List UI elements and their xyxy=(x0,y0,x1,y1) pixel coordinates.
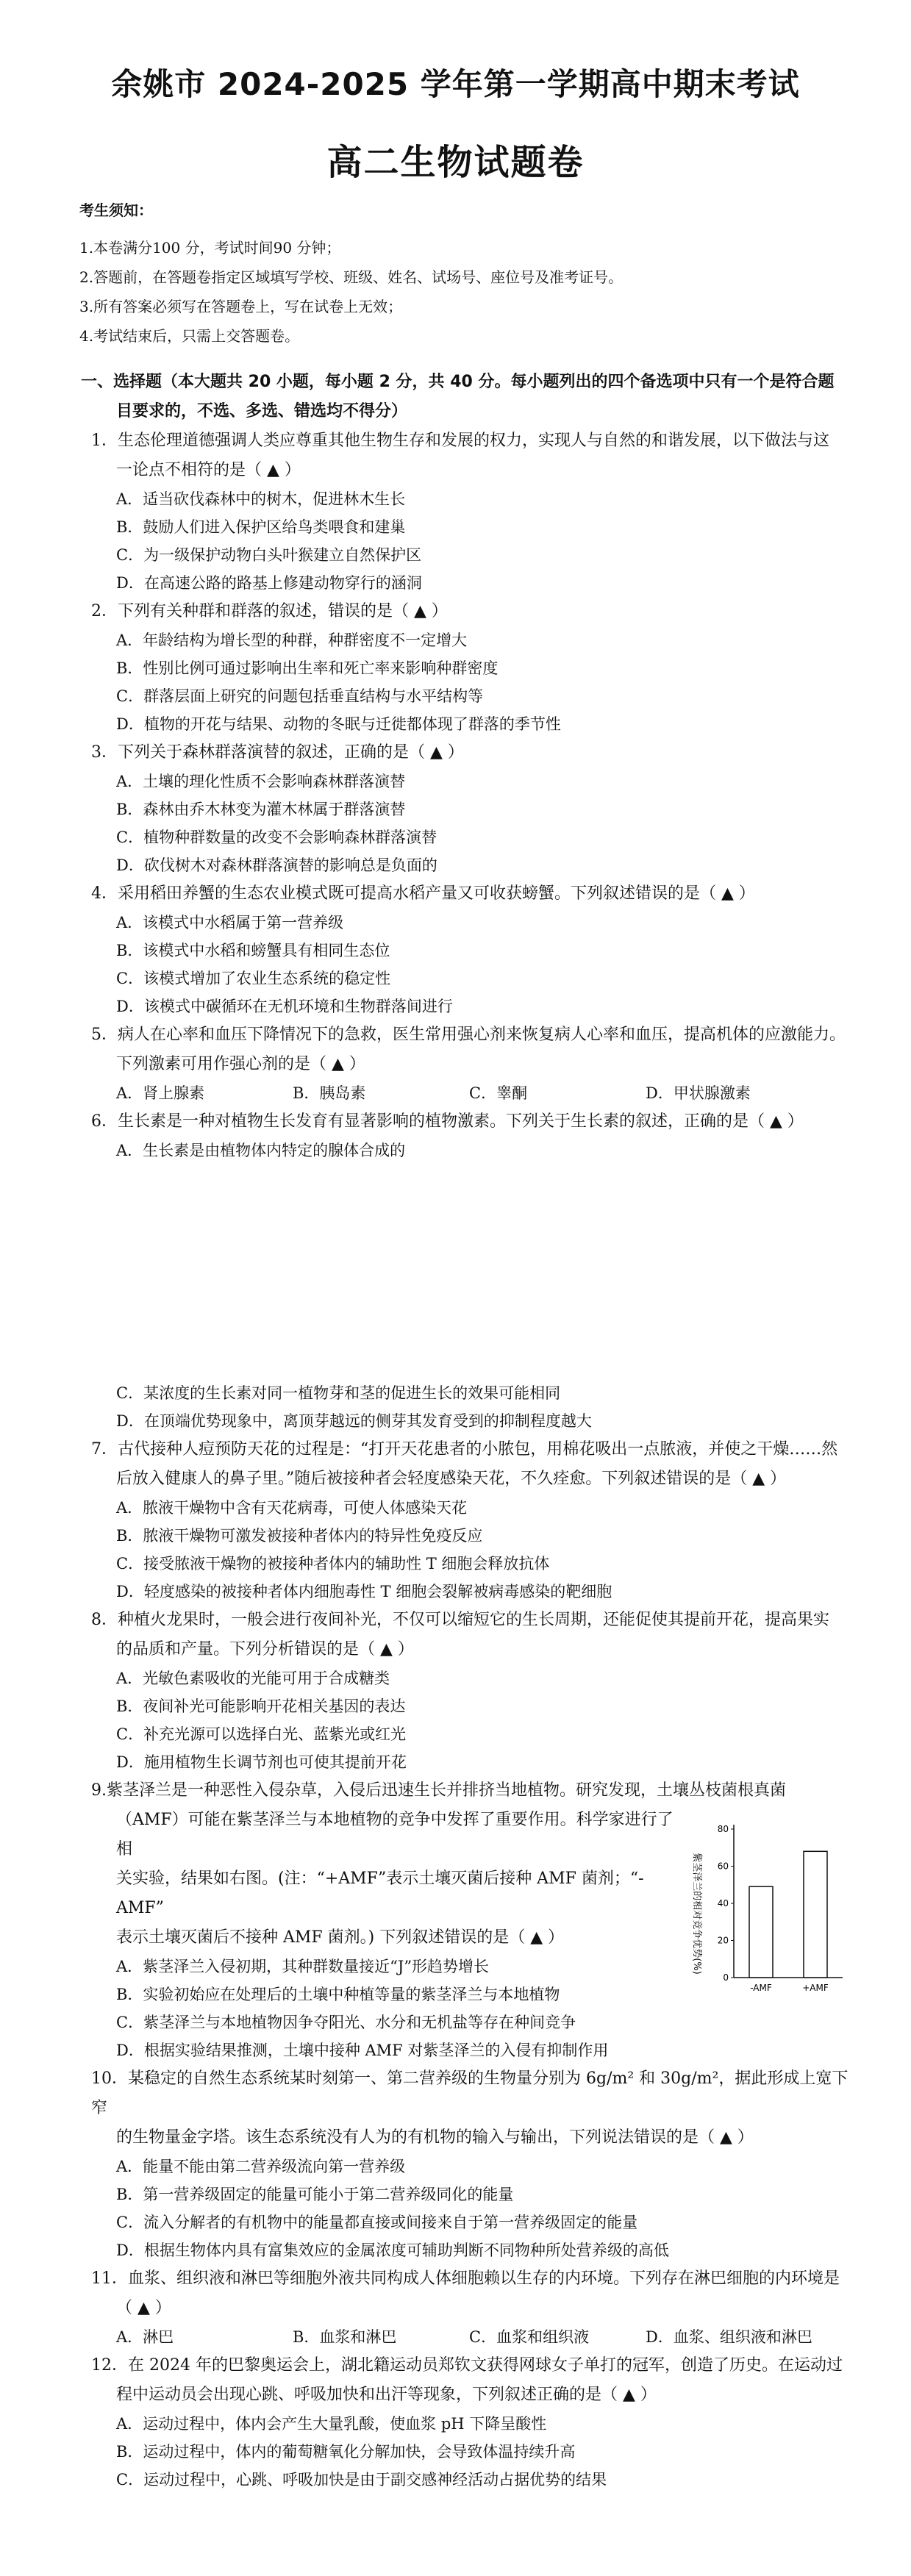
option-a: A．适当砍伐森林中的树木，促进林木生长 xyxy=(116,490,406,508)
option-row xyxy=(81,2323,860,2351)
chart-y-tick-label: 60 xyxy=(717,1861,729,1872)
option-d: D．轻度感染的被接种者体内细胞毒性 T 细胞会裂解被病毒感染的靶细胞 xyxy=(116,1583,612,1600)
question-stem: 9.紫茎泽兰是一种恶性入侵杂草，入侵后迅速生长并排挤当地植物。研究发现，土壤丛枝菌根真菌 xyxy=(91,1781,786,1800)
option-b: B．夜间补光可能影响开花相关基因的表达 xyxy=(116,1697,406,1715)
question-1 xyxy=(81,426,860,597)
section-heading xyxy=(81,368,860,426)
paper-title: 高二生物试题卷 xyxy=(326,142,585,183)
question-stem: 8．种植火龙果时，一般会进行夜间补光，不仅可以缩短它的生长周期，还能促使其提前开花，提高果实 xyxy=(91,1611,830,1629)
option-a: A．淋巴 xyxy=(116,2328,174,2346)
question-2 xyxy=(81,597,860,738)
question-stem: （ ▲ ） xyxy=(116,2299,171,2317)
option-a: A．该模式中水稻属于第一营养级 xyxy=(116,914,344,931)
question-stem: 一论点不相符的是（ ▲ ） xyxy=(116,461,301,479)
option-d: D．根据生物体内具有富集效应的金属浓度可辅助判断不同物种所处营养级的高低 xyxy=(116,2242,669,2259)
question-stem: 下列激素可用作强心剂的是（ ▲ ） xyxy=(116,1055,365,1073)
question-stem: 1．生态伦理道德强调人类应尊重其他生物生存和发展的权力，实现人与自然的和谐发展，以下做法与这 xyxy=(91,432,830,450)
option-d: D．砍伐树木对森林群落演替的影响总是负面的 xyxy=(116,856,437,874)
question-stem: 程中运动员会出现心跳、呼吸加快和出汗等现象，下列叙述正确的是（ ▲ ） xyxy=(116,2386,657,2404)
chart-bar xyxy=(804,1851,827,1978)
question-stem: 的品质和产量。下列分析错误的是（ ▲ ） xyxy=(116,1640,414,1659)
option-c: C．睾酮 xyxy=(469,1084,528,1102)
option-a: A．肾上腺素 xyxy=(116,1084,205,1102)
question-7 xyxy=(81,1435,860,1606)
option-b: B．血浆和淋巴 xyxy=(293,2328,397,2346)
option-row xyxy=(81,1079,860,1107)
cut-off-line xyxy=(81,1369,860,1379)
option-d: D．植物的开花与结果、动物的冬眠与迁徙都体现了群落的季节性 xyxy=(116,715,561,733)
option-d: D．甲状腺激素 xyxy=(646,1084,751,1102)
question-stem: （AMF）可能在紫茎泽兰与本地植物的竞争中发挥了重要作用。科学家进行了相 xyxy=(116,1811,674,1858)
option-d: D．根据实验结果推测，土壤中接种 AMF 对紫茎泽兰的入侵有抑制作用 xyxy=(116,2042,609,2059)
option-b: B．胰岛素 xyxy=(293,1084,366,1102)
option-b: B．运动过程中，体内的葡萄糖氧化分解加快，会导致体温持续升高 xyxy=(116,2443,576,2461)
section-heading-line: 目要求的，不选、多选、错选均不得分） xyxy=(116,402,408,421)
option-a: A．运动过程中，体内会产生大量乳酸，使血浆 pH 下降呈酸性 xyxy=(116,2415,547,2433)
option-b: B．森林由乔木林变为灌木林属于群落演替 xyxy=(116,801,406,818)
chart-y-tick-label: 20 xyxy=(717,1935,729,1946)
notice-line: 3.所有答案必须写在答题卷上，写在试卷上无效； xyxy=(79,298,403,315)
notice-line: 1.本卷满分100 分，考试时间90 分钟； xyxy=(79,239,341,257)
option-a: A．生长素是由植物体内特定的腺体合成的 xyxy=(116,1142,406,1159)
option-a: A．脓液干燥物中含有天花病毒，可使人体感染天花 xyxy=(116,1499,468,1517)
blank-region xyxy=(81,1164,860,1369)
option-c: C．运动过程中，心跳、呼吸加快是由于副交感神经活动占据优势的结果 xyxy=(116,2471,607,2489)
question-stem: 11．血浆、组织液和淋巴等细胞外液共同构成人体细胞赖以生存的内环境。下列存在淋巴细胞的内环境是 xyxy=(91,2269,840,2288)
section-heading-line: 一、选择题（本大题共 20 小题，每小题 2 分，共 40 分。每小题列出的四个备选项中只有一个是符合题 xyxy=(81,373,835,391)
option-c: C．流入分解者的有机物中的能量都直接或间接来自于第一营养级固定的能量 xyxy=(116,2214,638,2231)
question-9 xyxy=(81,1776,860,2064)
notice-heading: 考生须知： xyxy=(79,201,153,219)
question-stem: 4．采用稻田养蟹的生态农业模式既可提高水稻产量又可收获螃蟹。下列叙述错误的是（ ▲ ） xyxy=(91,884,755,903)
question-section xyxy=(81,368,860,2494)
option-a: A．能量不能由第二营养级流向第一营养级 xyxy=(116,2158,406,2175)
option-d: D．血浆、组织液和淋巴 xyxy=(646,2328,812,2346)
question-stem: 后放入健康人的鼻子里。”随后被接种者会轻度感染天花，不久痊愈。下列叙述错误的是（ ▲ ） xyxy=(116,1470,787,1488)
option-c: C．植物种群数量的改变不会影响森林群落演替 xyxy=(116,829,437,846)
question-stem: 2．下列有关种群和群落的叙述，错误的是（ ▲ ） xyxy=(91,602,448,620)
option-d: D．在高速公路的路基上修建动物穿行的涵洞 xyxy=(116,574,422,592)
option-b: B．实验初始应在处理后的土壤中种植等量的紫茎泽兰与本地植物 xyxy=(116,1986,560,2003)
question-stem: 7．古代接种人痘预防天花的过程是：“打开天花患者的小脓包，用棉花吸出一点脓液，并使之干燥……然 xyxy=(91,1440,838,1459)
question-stem: 关实验，结果如右图。(注：“+AMF”表示土壤灭菌后接种 AMF 菌剂；“-AMF” xyxy=(116,1870,644,1917)
question-3 xyxy=(81,738,860,879)
notice-line: 2.答题前，在答题卷指定区域填写学校、班级、姓名、试场号、座位号及准考证号。 xyxy=(79,268,624,286)
question-stem: 10．某稳定的自然生态系统某时刻第一、第二营养级的生物量分别为 6g/m² 和 30g/m²，据此形成上宽下窄 xyxy=(91,2069,849,2117)
question-stem: 6．生长素是一种对植物生长发育有显著影响的植物激素。下列关于生长素的叙述，正确的是（ ▲ ） xyxy=(91,1112,804,1131)
option-d: D．施用植物生长调节剂也可使其提前开花 xyxy=(116,1753,407,1771)
option-a: A．土壤的理化性质不会影响森林群落演替 xyxy=(116,773,406,790)
question-10 xyxy=(81,2064,860,2264)
option-c: C．补充光源可以选择白光、蓝紫光或红光 xyxy=(116,1725,407,1743)
exam-notice xyxy=(79,198,859,351)
notice-line: 4.考试结束后，只需上交答题卷。 xyxy=(79,327,300,345)
chart-x-tick-label: -AMF xyxy=(750,1983,772,1993)
option-d: D．在顶端优势现象中，离顶芽越远的侧芽其发育受到的抑制程度越大 xyxy=(116,1412,592,1430)
option-c: C．血浆和组织液 xyxy=(469,2328,590,2346)
chart-y-tick-label: 80 xyxy=(717,1824,729,1834)
option-b: B．第一营养级固定的能量可能小于第二营养级同化的能量 xyxy=(116,2186,514,2203)
question-8 xyxy=(81,1606,860,1776)
question-11 xyxy=(81,2264,860,2351)
chart-x-tick-label: +AMF xyxy=(802,1983,829,1993)
option-b: B．脓液干燥物可激发被接种者体内的特异性免疫反应 xyxy=(116,1527,483,1545)
amf-bar-chart xyxy=(681,1814,850,1998)
option-c: C．为一级保护动物白头叶猴建立自然保护区 xyxy=(116,546,422,564)
option-b: B．鼓励人们进入保护区给鸟类喂食和建巢 xyxy=(116,518,406,536)
question-12 xyxy=(81,2351,860,2494)
option-c: C．紫茎泽兰与本地植物因争夺阳光、水分和无机盐等存在种间竞争 xyxy=(116,2014,576,2031)
chart-y-tick-label: 40 xyxy=(717,1898,729,1908)
question-6 xyxy=(81,1107,860,1435)
option-c: C．该模式增加了农业生态系统的稳定性 xyxy=(116,970,391,987)
option-c: C．某浓度的生长素对同一植物芽和茎的促进生长的效果可能相同 xyxy=(116,1384,561,1402)
question-stem: 3．下列关于森林群落演替的叙述，正确的是（ ▲ ） xyxy=(91,743,464,762)
chart-bar xyxy=(749,1886,773,1978)
question-5 xyxy=(81,1020,860,1107)
question-stem: 5．病人在心率和血压下降情况下的急救，医生常用强心剂来恢复病人心率和血压，提高机体的应激能力。 xyxy=(91,1026,846,1044)
option-b: B．性别比例可通过影响出生率和死亡率来影响种群密度 xyxy=(116,659,499,677)
question-stem: 12．在 2024 年的巴黎奥运会上，湖北籍运动员郑钦文获得网球女子单打的冠军，创造了历史。在运动过 xyxy=(91,2356,843,2375)
option-a: A．年龄结构为增长型的种群，种群密度不一定增大 xyxy=(116,632,468,649)
option-a: A．光敏色素吸收的光能可用于合成糖类 xyxy=(116,1670,390,1687)
option-c: C．接受脓液干燥物的被接种者体内的辅助性 T 细胞会释放抗体 xyxy=(116,1555,550,1573)
option-d: D．该模式中碳循环在无机环境和生物群落间进行 xyxy=(116,998,453,1015)
exam-title: 余姚市 2024-2025 学年第一学期高中期末考试 xyxy=(111,66,800,102)
chart-y-tick-label: 0 xyxy=(723,1972,729,1983)
question-stem: 的生物量金字塔。该生态系统没有人为的有机物的输入与输出，下列说法错误的是（ ▲ ） xyxy=(116,2128,754,2147)
question-4 xyxy=(81,879,860,1020)
option-c: C．群落层面上研究的问题包括垂直结构与水平结构等 xyxy=(116,687,484,705)
question-9-body xyxy=(81,1806,684,2064)
option-b: B．该模式中水稻和螃蟹具有相同生态位 xyxy=(116,942,390,959)
chart-y-axis-label: 紫茎泽兰的相对竞争优势(%) xyxy=(691,1853,702,1975)
question-stem: 表示土壤灭菌后不接种 AMF 菌剂。) 下列叙述错误的是（ ▲ ） xyxy=(116,1928,565,1947)
option-a: A．紫茎泽兰入侵初期，其种群数量接近“J”形趋势增长 xyxy=(116,1958,490,1975)
